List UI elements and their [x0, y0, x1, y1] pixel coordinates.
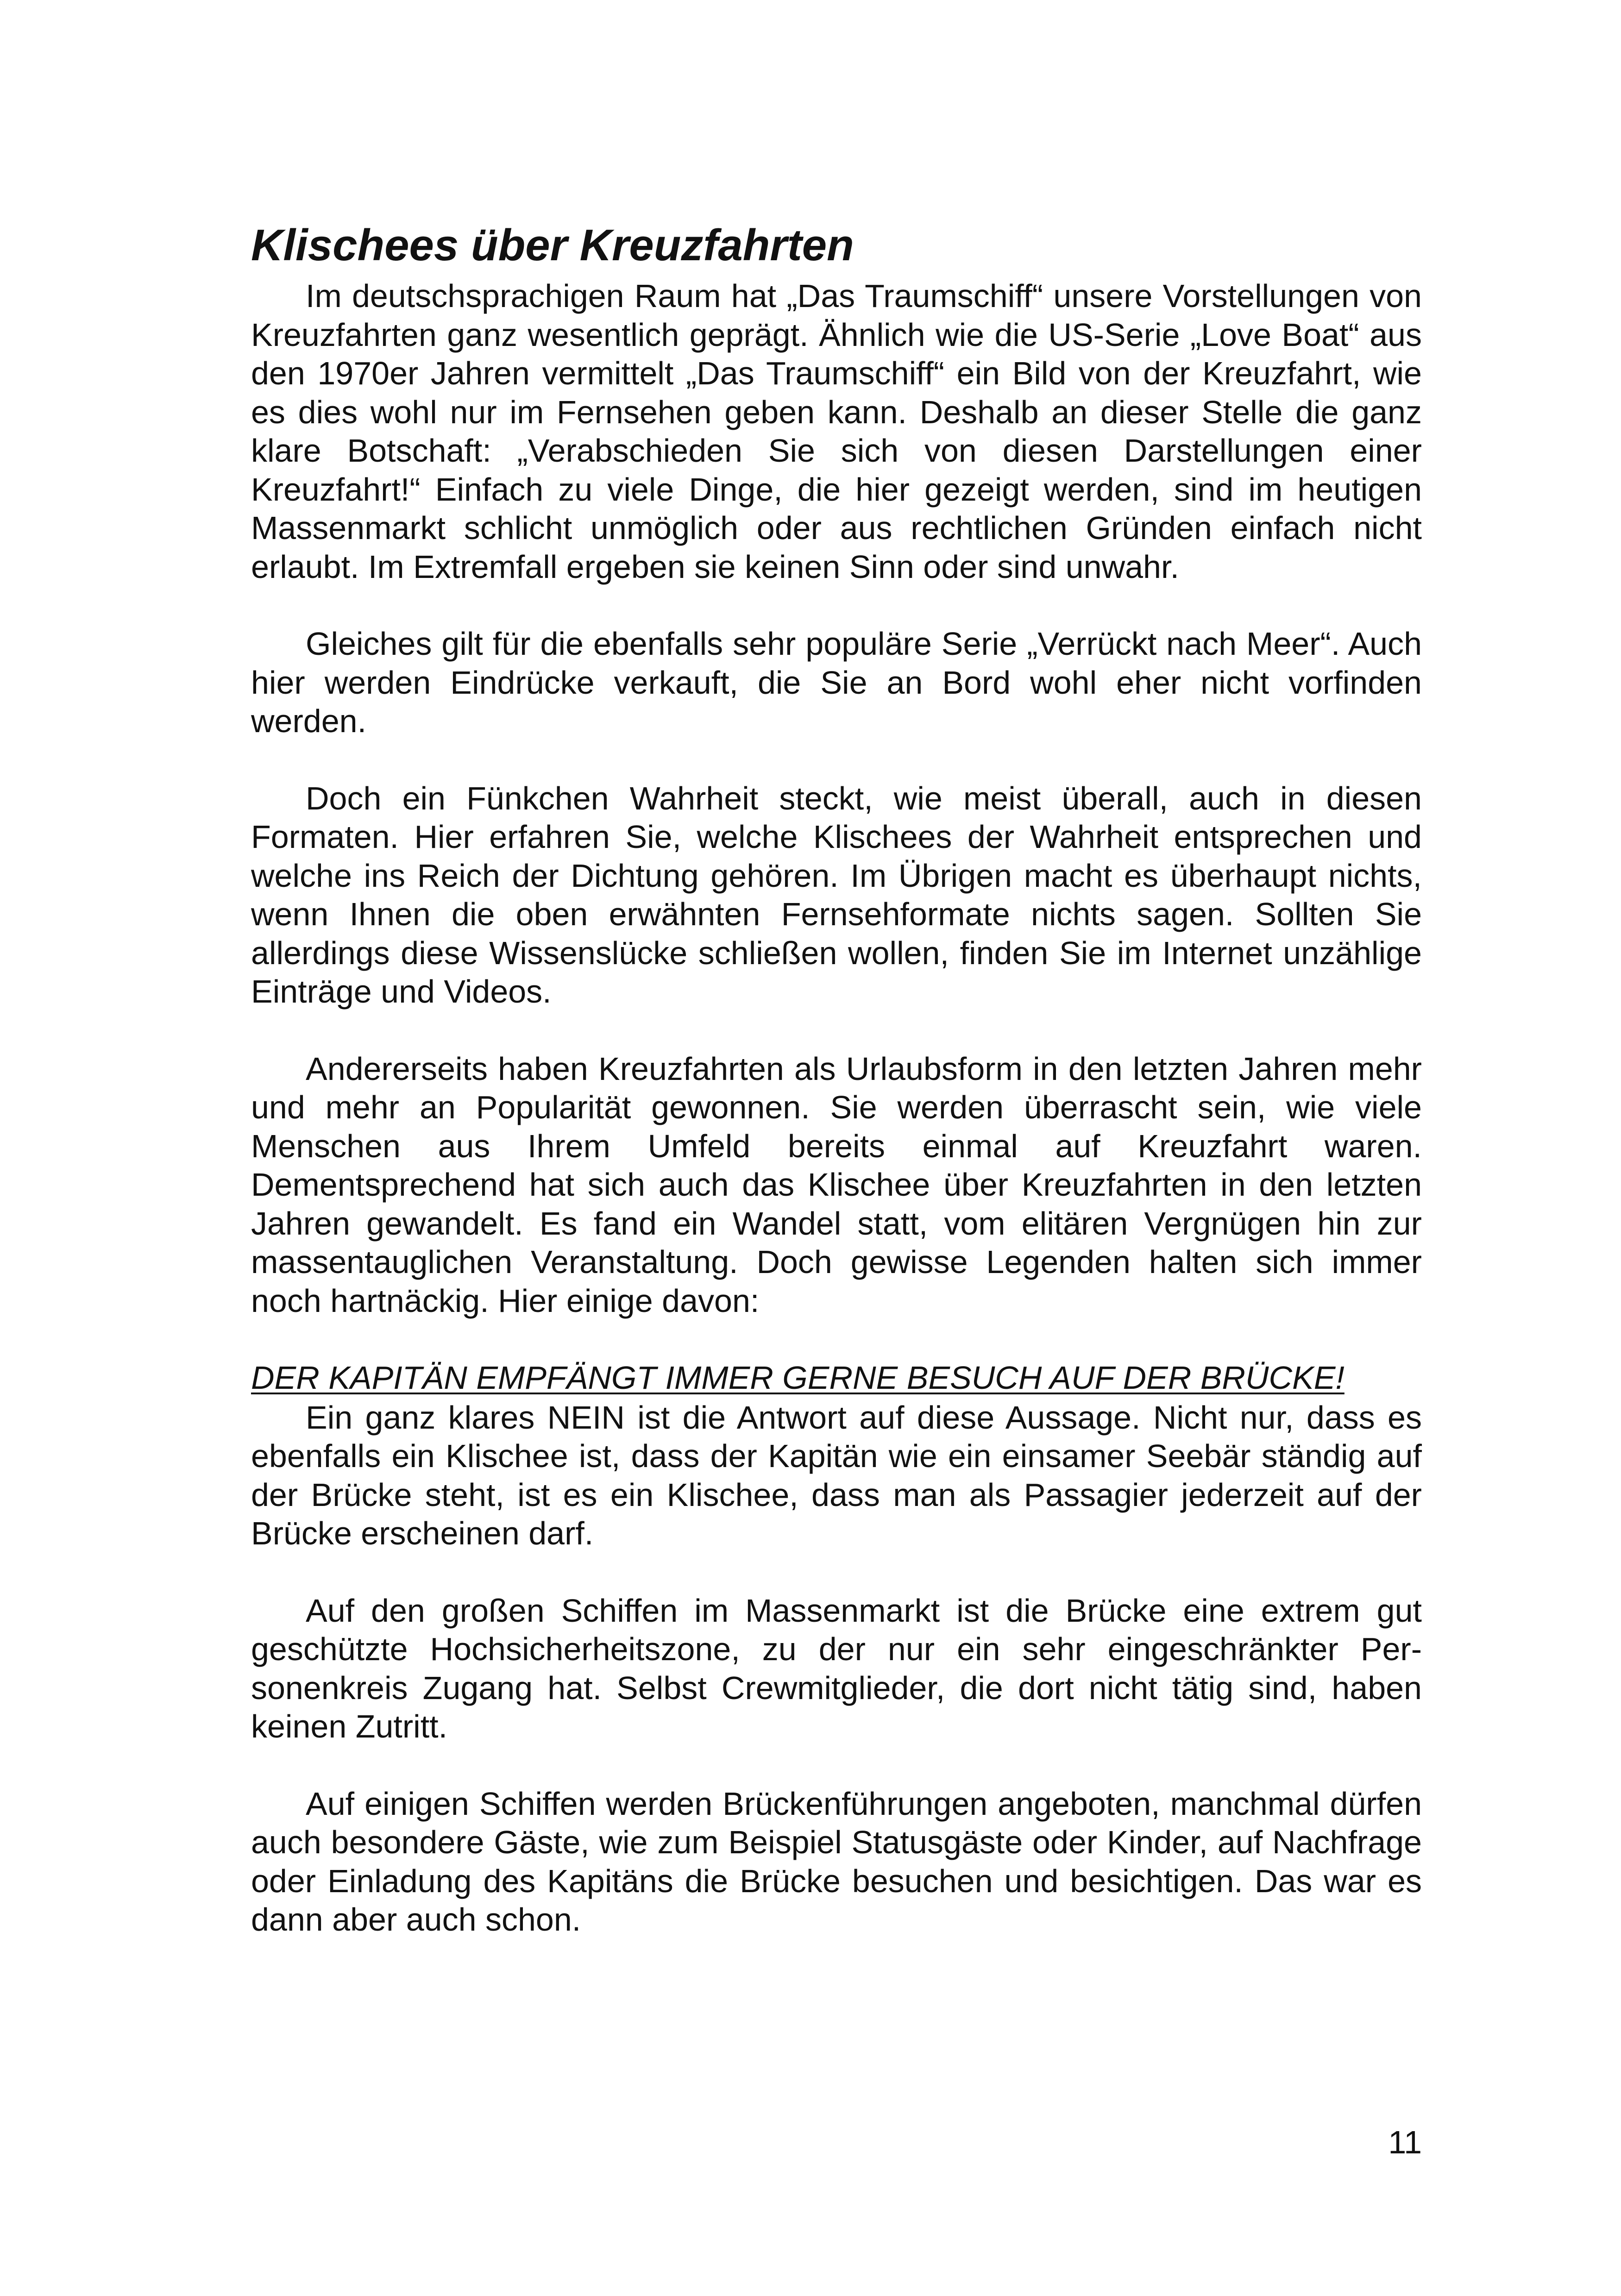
paragraph: Gleiches gilt für die ebenfalls sehr populäre Serie „Verrückt nach Meer“. Auch hier werden Eindrücke verkauft, die Sie an Bord wohl eher nicht vorfinden werden. — [251, 626, 1422, 739]
paragraph: Doch ein Fünkchen Wahrheit steckt, wie meist überall, auch in diesen Formaten. Hier erfahren Sie, welche Klischees der Wahrheit entsprechen und welche ins Reich der Dichtung gehören. Im Übrigen macht es überhaupt nichts, wenn Ihnen die oben erwähnten Fernsehformate nichts sagen. Sollten Sie allerdings diese Wissenslücke schließen wollen, finden Sie im Internet unzählige Einträge und Videos. — [251, 780, 1422, 1010]
paragraph: Auf einigen Schiffen werden Brückenführungen angeboten, manchmal dürfen auch besondere Gäste, wie zum Beispiel Statusgäste oder Kinder, auf Nachfrage oder Einladung des Kapitäns die Brücke besuchen und besichtigen. Das war es dann aber auch schon. — [251, 1785, 1422, 1938]
section-heading: DER KAPITÄN EMPFÄNGT IMMER GERNE BESUCH AUF DER BRÜCKE! — [251, 1360, 1345, 1396]
document-page — [251, 218, 1422, 1978]
paragraph: Im deutschsprachigen Raum hat „Das Traumschiff“ unsere Vorstellungen von Kreuzfahrten ganz wesentlich geprägt. Ähnlich wie die US-Serie „Love Boat“ aus den 1970er Jahren vermittelt „Das Traumschiff“ ein Bild von der Kreuzfahrt, wie es dies wohl nur im Fernsehen geben kann. Deshalb an dieser Stelle die ganz klare Botschaft: „Verabschieden Sie sich von diesen Darstellungen einer Kreuzfahrt!“ Einfach zu viele Dinge, die hier gezeigt werden, sind im heutigen Massenmarkt schlicht unmöglich oder aus rechtlichen Gründen einfach nicht erlaubt. Im Extremfall ergeben sie keinen Sinn oder sind unwahr. — [251, 278, 1422, 585]
page-title: Klischees über Kreuzfahrten — [251, 220, 854, 270]
page-number: 11 — [1388, 2124, 1422, 2160]
paragraph: Ein ganz klares NEIN ist die Antwort auf diese Aussage. Nicht nur, dass es ebenfalls ein Klischee ist, dass der Kapitän wie ein einsamer Seebär ständig auf der Brücke steht, ist es ein Klischee, dass man als Passagier jederzeit auf der Brücke erscheinen darf. — [251, 1399, 1422, 1551]
paragraph: Andererseits haben Kreuzfahrten als Urlaubsform in den letzten Jahren mehr und mehr an Popularität gewonnen. Sie werden überrascht sein, wie viele Menschen aus Ihrem Umfeld bereits einmal auf Kreuzfahrt waren. Dementsprechend hat sich auch das Klischee über Kreuzfahrten in den letzten Jahren gewandelt. Es fand ein Wandel statt, vom elitären Vergnügen hin zur massentauglichen Veranstaltung. Doch gewisse Legenden halten sich immer noch hartnäckig. Hier einige davon: — [251, 1050, 1422, 1319]
paragraph: Auf den großen Schiffen im Massenmarkt ist die Brücke eine extrem gut geschützte Hochsicherheitszone, zu der nur ein sehr eingeschränkter Personenkreis Zugang hat. Selbst Crewmitglieder, die dort nicht tätig sind, haben keinen Zutritt. — [251, 1592, 1422, 1744]
